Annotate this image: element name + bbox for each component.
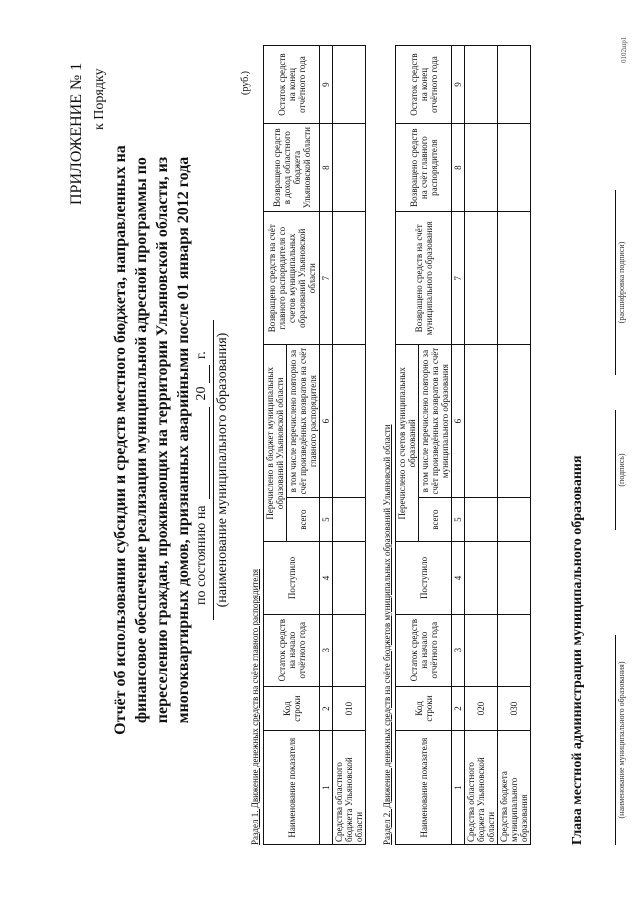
cell-empty[interactable] — [498, 124, 531, 212]
row-label: Средства областного бюджета Ульяновской области — [333, 731, 366, 845]
cell-empty[interactable] — [333, 212, 366, 345]
header-name: Наименование показателя — [264, 731, 320, 845]
appendix-label: ПРИЛОЖЕНИЕ № 1 — [68, 62, 85, 205]
header-including: в том числе перечислено повторно за счёт произведённых возвратов на счёт главного распорядителя — [287, 345, 320, 498]
col-num: 3 — [320, 614, 333, 686]
cell-empty[interactable] — [498, 497, 531, 541]
header-name: Наименование показателя — [396, 731, 452, 845]
year-blank[interactable] — [209, 365, 210, 383]
date-blank[interactable] — [209, 407, 210, 499]
cell-empty[interactable] — [498, 614, 531, 686]
col-num: 4 — [452, 542, 465, 614]
col-num: 8 — [320, 124, 333, 212]
cell-empty[interactable] — [333, 614, 366, 686]
cell-empty[interactable] — [465, 497, 498, 541]
col-num: 3 — [452, 614, 465, 686]
date-year-abbr: г. — [194, 351, 209, 359]
cell-empty[interactable] — [465, 614, 498, 686]
row-label: Средства бюджета муниципального образования — [498, 731, 531, 845]
header-returned-reg: Возвращено средств на счёт главного распорядителя — [396, 124, 452, 212]
cell-empty[interactable] — [498, 345, 531, 498]
table-row — [333, 46, 366, 845]
cell-empty[interactable] — [498, 212, 531, 345]
header-received: Поступило — [264, 542, 320, 614]
header-transferred: Перечислено со счетов муниципальных образований — [396, 345, 419, 542]
col-num: 1 — [452, 731, 465, 845]
cell-empty[interactable] — [465, 46, 498, 124]
cell-empty[interactable] — [333, 124, 366, 212]
col-num: 1 — [320, 731, 333, 845]
table-row — [465, 46, 498, 845]
header-transferred: Перечислено в бюджет муниципальных образований Ульяновской области — [264, 345, 287, 542]
row-code: 020 — [465, 686, 498, 731]
header-balance-end: Остаток средств на конец отчётного года — [396, 46, 452, 124]
cell-empty[interactable] — [465, 542, 498, 614]
header-balance-start: Остаток средств на начало отчётного года — [396, 614, 452, 686]
row-code: 010 — [333, 686, 366, 731]
sig-decode-line[interactable]: (расшифровка подписи) — [615, 190, 626, 375]
code-mark: 0102шр1 — [620, 36, 628, 63]
header-balance-end: Остаток средств на конец отчётного года — [264, 46, 320, 124]
table-row — [498, 46, 531, 845]
header-total: всего — [419, 497, 452, 541]
header-received: Поступило — [396, 542, 452, 614]
header-including: в том числе перечислено повторно за счёт произведённых возвратов на счёт муниципального образования — [419, 345, 452, 498]
col-num: 7 — [452, 212, 465, 345]
table-header-row — [264, 46, 287, 845]
table-number-row — [320, 46, 333, 845]
section2-title: Раздел 2. Движение денежных средств на счёте бюджетов муниципальных образований Ульяновской области — [382, 424, 392, 845]
col-num: 2 — [320, 686, 333, 731]
cell-empty[interactable] — [498, 46, 531, 124]
header-code: Код строки — [396, 686, 452, 731]
cell-empty[interactable] — [333, 46, 366, 124]
col-num: 9 — [320, 46, 333, 124]
sig-sign-line[interactable]: (подпись) — [615, 410, 626, 530]
col-num: 6 — [452, 345, 465, 498]
sig-name-line[interactable]: (наименование муниципального образования) — [615, 635, 626, 845]
col-num: 8 — [452, 124, 465, 212]
report-title: Отчёт об использовании субсидии и средств местного бюджета, направленных на финансовое обеспечение реализации муниципальной адресной программы по переселению граждан, проживающих на территории Ульяновской области, из многоквартирных домов, признанных аварийными после 01 января 2012 года — [112, 145, 192, 735]
date-suffix: 20 — [194, 386, 209, 401]
col-num: 7 — [320, 212, 333, 345]
unit-label: (руб.) — [240, 71, 251, 95]
col-num: 6 — [320, 345, 333, 498]
cell-empty[interactable] — [465, 124, 498, 212]
col-num: 4 — [320, 542, 333, 614]
muni-caption: (наименование муниципального образования) — [213, 320, 231, 620]
cell-empty[interactable] — [333, 542, 366, 614]
date-prefix: по состоянию на — [194, 505, 209, 605]
appendix-sub: к Порядку — [92, 68, 107, 130]
cell-empty[interactable] — [333, 345, 366, 498]
header-returned-mun: Возвращено средств на счёт главного распорядителя со счетов муниципальных образований Ульяновской области — [264, 212, 320, 345]
cell-empty[interactable] — [465, 345, 498, 498]
header-balance-start: Остаток средств на начало отчётного года — [264, 614, 320, 686]
header-returned-reg: Возвращено средств в доход областного бюджета Ульяновской области — [264, 124, 320, 212]
row-label: Средства областного бюджета Ульяновской области — [465, 731, 498, 845]
cell-empty[interactable] — [465, 212, 498, 345]
col-num: 2 — [452, 686, 465, 731]
cell-empty[interactable] — [498, 542, 531, 614]
col-num: 5 — [320, 497, 333, 541]
date-line — [194, 351, 210, 605]
section1-title: Раздел 1. Движение денежных средств на счёте главного распорядителя — [250, 569, 260, 845]
head-title: Глава местной администрации муниципального образования — [570, 455, 585, 845]
col-num: 5 — [452, 497, 465, 541]
table-number-row — [452, 46, 465, 845]
table-header-row — [396, 46, 419, 845]
row-code: 030 — [498, 686, 531, 731]
col-num: 9 — [452, 46, 465, 124]
cell-empty[interactable] — [333, 497, 366, 541]
section1-table — [263, 45, 366, 845]
header-total: всего — [287, 497, 320, 541]
header-returned-mun: Возвращено средств на счёт муниципального образования — [396, 212, 452, 345]
section2-table — [395, 45, 531, 845]
header-code: Код строки — [264, 686, 320, 731]
